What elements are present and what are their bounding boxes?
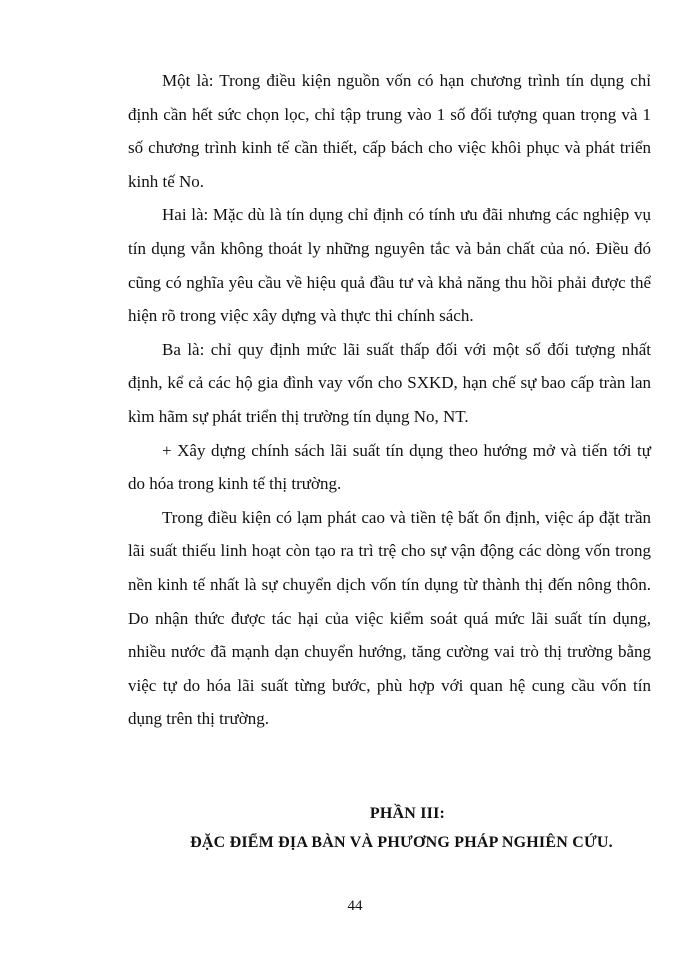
- body-text: [128, 64, 651, 736]
- paragraph-trong-dieu-kien: Trong điều kiện có lạm phát cao và tiền tệ bất ổn định, việc áp đặt trần lãi suất thiếu linh hoạt còn tạo ra trì trệ cho sự vận động các dòng vốn trong nền kinh tế nhất là sự chuyển dịch vốn tín dụng từ thành thị đến nông thôn. Do nhận thức được tác hại của việc kiểm soát quá mức lãi suất tín dụng, nhiều nước đã mạnh dạn chuyển hướng, tăng cường vai trò thị trường bằng việc tự do hóa lãi suất từng bước, phù hợp với quan hệ cung cầu vốn tín dụng trên thị trường.: [128, 507, 651, 729]
- paragraph-ba-la: Ba là: chỉ quy định mức lãi suất thấp đối với một số đối tượng nhất định, kể cả các hộ gia đình vay vốn cho SXKD, hạn chế sự bao cấp tràn lan kìm hãm sự phát triển thị trường tín dụng No, NT.: [128, 339, 651, 426]
- paragraph-mot-la: Một là: Trong điều kiện nguồn vốn có hạn chương trình tín dụng chỉ định cần hết sức chọn lọc, chỉ tập trung vào 1 số đối tượng quan trọng và 1 số chương trình kinh tế cần thiết, cấp bách cho việc khôi phục và phát triển kinh tế No.: [128, 71, 651, 191]
- paragraph-xay-dung: + Xây dựng chính sách lãi suất tín dụng theo hướng mở và tiến tới tự do hóa trong kinh tế thị trường.: [128, 440, 651, 494]
- section-title: ĐẶC ĐIỂM ĐỊA BÀN VÀ PHƯƠNG PHÁP NGHIÊN CỨU.: [190, 834, 613, 851]
- paragraph-hai-la: Hai là: Mặc dù là tín dụng chỉ định có tính ưu đãi nhưng các nghiệp vụ tín dụng vẫn không thoát ly những nguyên tắc và bản chất của nó. Điều đó cũng có nghĩa yêu cầu về hiệu quả đầu tư và khả năng thu hồi phải được thể hiện rõ trong việc xây dựng và thực thi chính sách.: [128, 205, 651, 326]
- part-heading: PHẦN III:: [369, 805, 446, 822]
- page-number: 44: [347, 898, 363, 914]
